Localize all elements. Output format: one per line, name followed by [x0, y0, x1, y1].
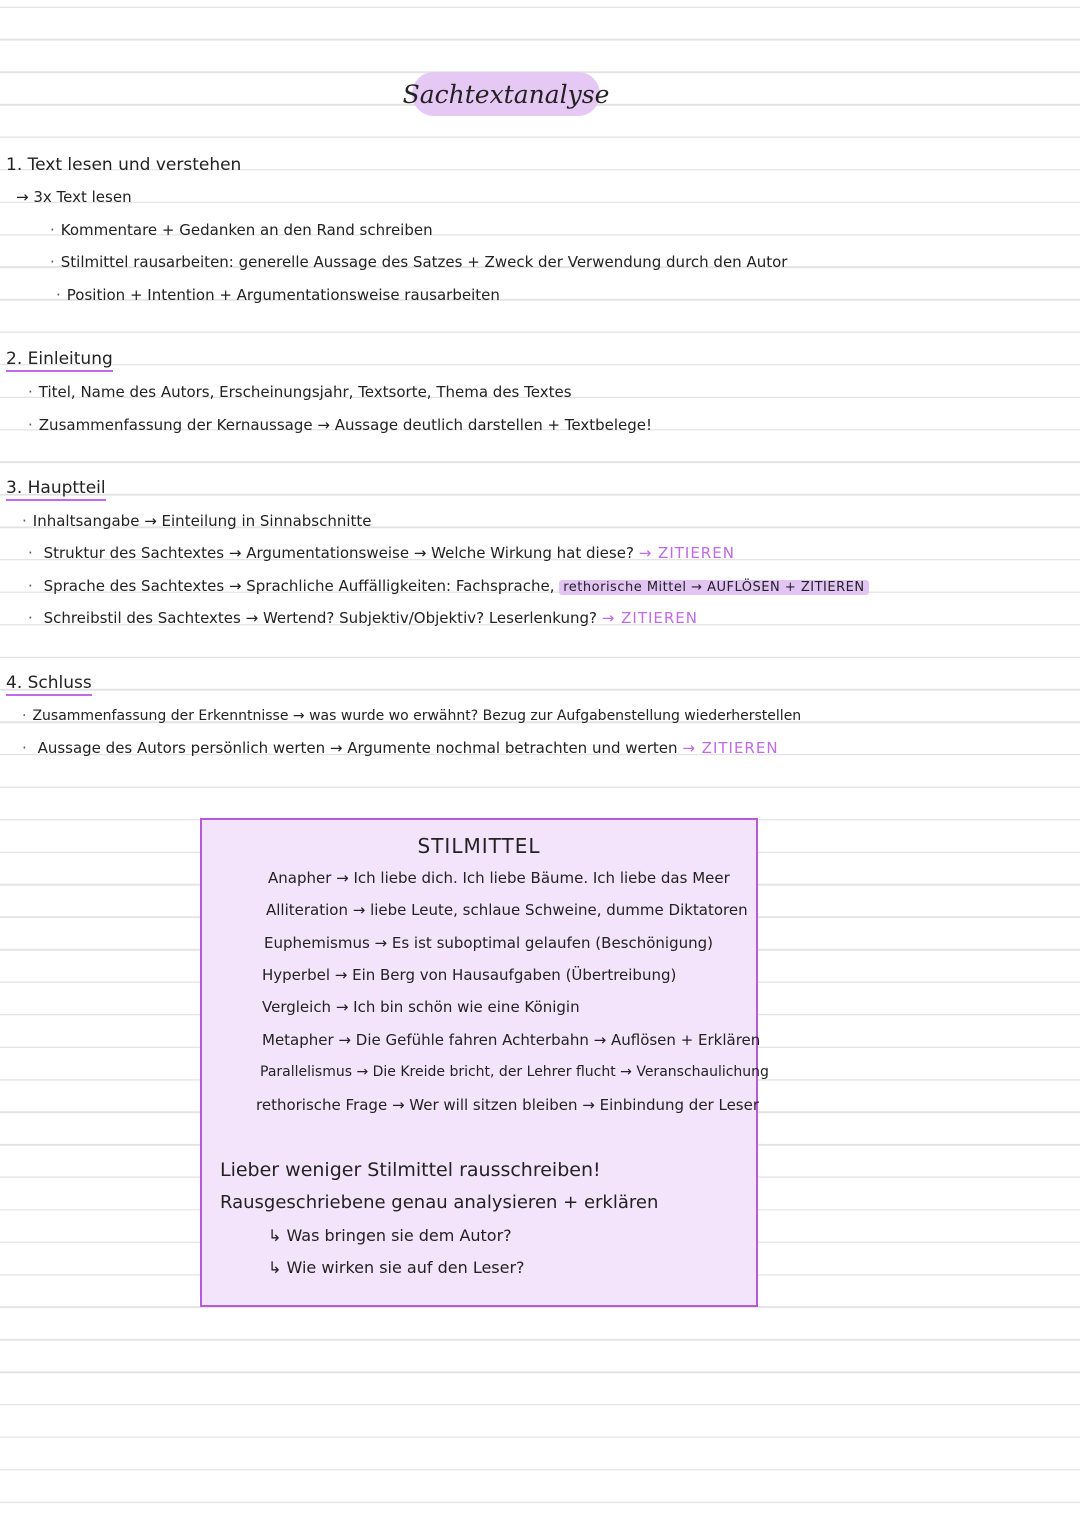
- section-1-item: · Position + Intention + Argumentationsweise rausarbeiten: [56, 285, 500, 305]
- zitieren-label: → ZITIEREN: [638, 544, 735, 562]
- stilmittel-title: STILMITTEL: [417, 834, 541, 858]
- section-3-heading: [6, 478, 106, 498]
- stilmittel-note: Rausgeschriebene genau analysieren + erklären: [220, 1192, 659, 1213]
- section-3-item-text: Schreibstil des Sachtextes → Wertend? Subjektiv/Objektiv? Leserlenkung?: [43, 609, 597, 627]
- section-3-item: [28, 608, 698, 628]
- section-4-item: · Zusammenfassung der Erkenntnisse → was wurde wo erwähnt? Bezug zur Aufgabenstellung wiederherstellen: [22, 706, 801, 726]
- section-3-item: · Inhaltsangabe → Einteilung in Sinnabschnitte: [22, 511, 372, 531]
- section-4-item-text: Aussage des Autors persönlich werten → Argumente nochmal betrachten und werten: [37, 739, 678, 757]
- stilmittel-subnote: ↳ Was bringen sie dem Autor?: [268, 1226, 512, 1245]
- section-4-heading: [6, 673, 92, 693]
- stilmittel-item: Alliteration → liebe Leute, schlaue Schweine, dumme Diktatoren: [266, 901, 748, 919]
- page-title: Sachtextanalyse: [412, 72, 600, 116]
- stilmittel-item: Hyperbel → Ein Berg von Hausaufgaben (Übertreibung): [262, 966, 677, 984]
- section-2-item: · Zusammenfassung der Kernaussage → Aussage deutlich darstellen + Textbelege!: [28, 415, 652, 435]
- section-2-heading: [6, 349, 113, 369]
- stilmittel-item: Anapher → Ich liebe dich. Ich liebe Bäume. Ich liebe das Meer: [268, 869, 730, 887]
- section-3-item-text: Struktur des Sachtextes → Argumentationsweise → Welche Wirkung hat diese?: [43, 544, 634, 562]
- section-1-sub: → 3x Text lesen: [16, 188, 132, 206]
- section-1-heading: 1. Text lesen und verstehen: [6, 155, 242, 175]
- zitieren-label: → ZITIEREN: [682, 739, 779, 757]
- section-3-item-text: Sprache des Sachtextes → Sprachliche Auffälligkeiten: Fachsprache,: [43, 577, 555, 595]
- stilmittel-item: rethorische Frage → Wer will sitzen bleiben → Einbindung der Leser: [256, 1096, 760, 1114]
- stilmittel-item: Metapher → Die Gefühle fahren Achterbahn → Auflösen + Erklären: [262, 1031, 761, 1049]
- stilmittel-item: Euphemismus → Es ist suboptimal gelaufen (Beschönigung): [264, 934, 713, 952]
- zitieren-label: → ZITIEREN: [601, 609, 699, 627]
- stilmittel-item: Parallelismus → Die Kreide bricht, der Lehrer flucht → Veranschaulichung: [260, 1064, 769, 1080]
- stilmittel-subnote: ↳ Wie wirken sie auf den Leser?: [268, 1258, 525, 1277]
- stilmittel-item: Vergleich → Ich bin schön wie eine Königin: [262, 998, 580, 1016]
- section-4-item: [22, 738, 779, 758]
- section-4-heading-text: 4. Schluss: [6, 673, 92, 696]
- section-1-item: · Stilmittel rausarbeiten: generelle Aussage des Satzes + Zweck der Verwendung durch den Autor: [50, 252, 787, 272]
- stilmittel-box: [200, 818, 769, 1307]
- section-3-item: [28, 576, 869, 598]
- section-1-item: · Kommentare + Gedanken an den Rand schreiben: [50, 220, 433, 240]
- section-3-heading-text: 3. Hauptteil: [6, 478, 106, 501]
- section-2-heading-text: 2. Einleitung: [6, 349, 113, 372]
- section-2-item: · Titel, Name des Autors, Erscheinungsjahr, Textsorte, Thema des Textes: [28, 382, 572, 402]
- highlighted-text: rethorische Mittel → AUFLÖSEN + ZITIEREN: [559, 580, 868, 595]
- section-3-item: [28, 543, 735, 563]
- stilmittel-note: Lieber weniger Stilmittel rausschreiben!: [220, 1159, 601, 1181]
